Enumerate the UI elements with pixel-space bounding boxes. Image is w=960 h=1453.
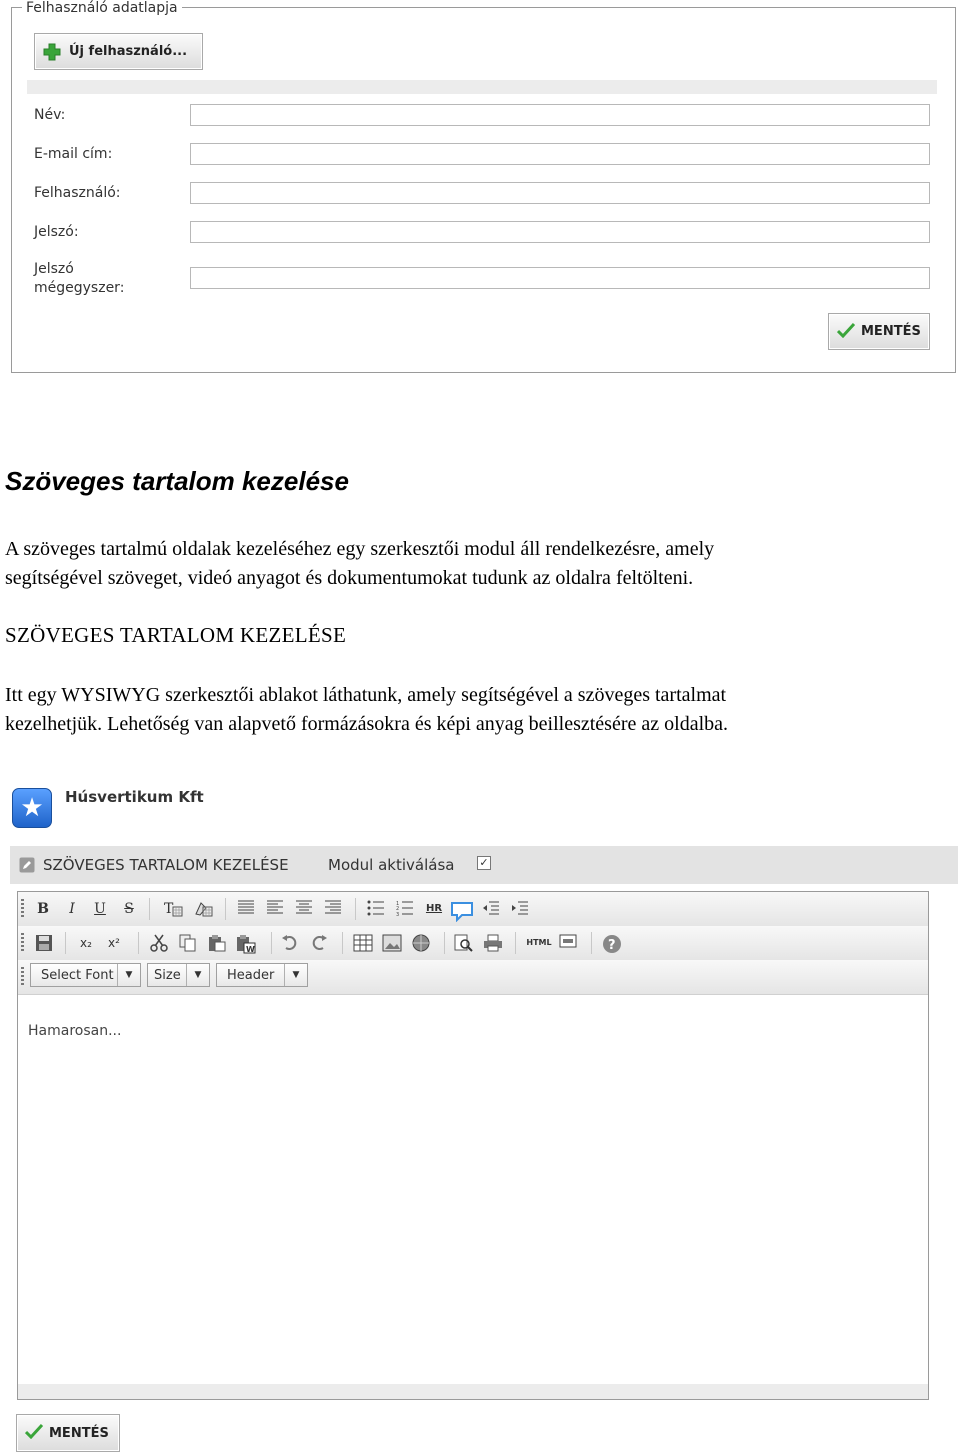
size-select[interactable] (147, 963, 210, 987)
preview-icon[interactable] (454, 934, 474, 957)
editor-toolbar-row-3 (18, 960, 928, 995)
check-icon (837, 322, 855, 342)
toolbar-separator (444, 932, 445, 954)
toolbar-separator (355, 898, 356, 920)
save-button[interactable] (828, 313, 930, 350)
save-button-label: MENTÉS (861, 324, 921, 339)
password-confirm-label-line2: mégegyszer: (34, 280, 125, 296)
toolbar-separator (515, 932, 516, 954)
fullscreen-icon[interactable] (558, 934, 578, 953)
indent-icon[interactable] (510, 900, 530, 921)
copy-icon[interactable] (178, 934, 198, 957)
password-confirm-label-line1: Jelszó (34, 261, 74, 277)
svg-text:3: 3 (396, 912, 400, 916)
paragraph-2-line-2: kezelhetjük. Lehetőség van alapvető formázásokra és képi anyag beillesztésére az oldalba. (5, 713, 728, 735)
paragraph-1-line-2: segítségével szöveget, videó anyagot és dokumentumokat tudunk az oldalra feltölteni. (5, 567, 694, 589)
caps-heading: SZÖVEGES TARTALOM KEZELÉSE (5, 623, 347, 647)
toolbar-grip (21, 967, 24, 987)
email-field[interactable] (190, 143, 930, 165)
toolbar-separator (342, 932, 343, 954)
link-globe-icon[interactable] (412, 934, 432, 957)
chevron-down-icon: ▼ (117, 964, 140, 986)
svg-text:T: T (164, 901, 174, 917)
paste-icon[interactable] (207, 934, 227, 957)
form-header-bar (27, 80, 937, 94)
plus-icon (43, 43, 61, 61)
section-heading: Szöveges tartalom kezelése (5, 466, 349, 496)
email-label: E-mail cím: (34, 146, 113, 162)
chevron-down-icon: ▼ (186, 964, 209, 986)
align-right-icon[interactable] (323, 900, 343, 919)
chevron-down-icon: ▼ (284, 964, 307, 986)
new-user-button[interactable] (34, 33, 203, 70)
outdent-icon[interactable] (481, 900, 501, 921)
cut-icon[interactable] (149, 934, 169, 957)
strikethrough-button[interactable]: S (124, 901, 134, 917)
editor-toolbar-row-1 (18, 892, 928, 927)
align-center-icon[interactable] (294, 900, 314, 919)
align-justify-icon[interactable] (236, 900, 256, 919)
name-label: Név: (34, 107, 66, 123)
header-select-value: Header (227, 967, 275, 983)
check-icon (25, 1423, 43, 1443)
help-icon[interactable] (602, 934, 622, 959)
name-field[interactable] (190, 104, 930, 126)
size-select-value: Size (154, 967, 181, 983)
toolbar-grip (21, 899, 24, 919)
italic-button[interactable]: I (69, 901, 75, 917)
subscript-button[interactable]: x₂ (80, 936, 92, 950)
background-color-icon[interactable] (193, 900, 213, 923)
user-form-legend: Felhasználó adatlapja (22, 0, 182, 16)
horizontal-rule-button[interactable]: HR (425, 903, 443, 914)
align-left-icon[interactable] (265, 900, 285, 919)
password-field[interactable] (190, 221, 930, 243)
module-activation-checkbox[interactable]: ✓ (477, 856, 491, 870)
module-activation-label: Modul aktiválása (328, 856, 455, 874)
edit-pencil-icon (19, 857, 35, 873)
svg-text:1: 1 (396, 901, 400, 907)
toolbar-grip (21, 933, 24, 953)
editor-content-text[interactable]: Hamarosan... (28, 1023, 122, 1039)
font-select[interactable] (30, 963, 141, 987)
new-user-button-label: Új felhasználó... (69, 44, 188, 59)
svg-text:2: 2 (396, 906, 400, 912)
toolbar-separator (138, 932, 139, 954)
print-icon[interactable] (483, 934, 503, 957)
undo-icon[interactable] (280, 934, 300, 955)
toolbar-separator (591, 932, 592, 954)
image-icon[interactable] (382, 934, 402, 957)
paragraph-2-line-1: Itt egy WYSIWYG szerkesztői ablakot láthatunk, amely segítségével a szöveges tartalmat (5, 684, 727, 706)
header-select[interactable] (216, 963, 308, 987)
superscript-button[interactable]: x² (108, 936, 120, 950)
editor-status-bar (18, 1384, 928, 1399)
password-label: Jelszó: (34, 224, 79, 240)
help-icon-glyph: ? (608, 938, 616, 953)
site-star-icon: ★ (12, 788, 52, 828)
module-bar (10, 846, 958, 884)
underline-button[interactable]: U (94, 901, 106, 917)
toolbar-separator (65, 932, 66, 954)
paragraph-1-line-1: A szöveges tartalmú oldalak kezeléséhez egy szerkesztői modul áll rendelkezésre, amely (5, 538, 715, 560)
paste-word-icon[interactable] (236, 934, 256, 959)
toolbar-separator (225, 898, 226, 920)
toolbar-separator (271, 932, 272, 954)
username-field[interactable] (190, 182, 930, 204)
html-source-button[interactable]: HTML (526, 938, 552, 947)
site-name: Húsvertikum Kft (65, 788, 204, 806)
bold-button[interactable]: B (37, 901, 49, 917)
password-confirm-field[interactable] (190, 267, 930, 289)
numbered-list-icon[interactable] (395, 900, 415, 921)
username-label: Felhasználó: (34, 185, 121, 201)
toolbar-separator (149, 898, 150, 920)
save-disk-icon[interactable] (34, 934, 54, 957)
text-color-icon[interactable] (163, 900, 183, 923)
bullet-list-icon[interactable] (366, 900, 386, 921)
svg-text:W: W (246, 945, 255, 954)
table-icon[interactable] (353, 934, 373, 957)
editor-save-button-label: MENTÉS (49, 1425, 109, 1441)
editor-toolbar-row-2 (18, 926, 928, 961)
font-select-value: Select Font (41, 967, 114, 983)
redo-icon[interactable] (309, 934, 329, 955)
module-title: SZÖVEGES TARTALOM KEZELÉSE (43, 856, 289, 874)
comment-bubble-icon[interactable] (450, 900, 470, 927)
editor-save-button[interactable] (16, 1414, 120, 1452)
